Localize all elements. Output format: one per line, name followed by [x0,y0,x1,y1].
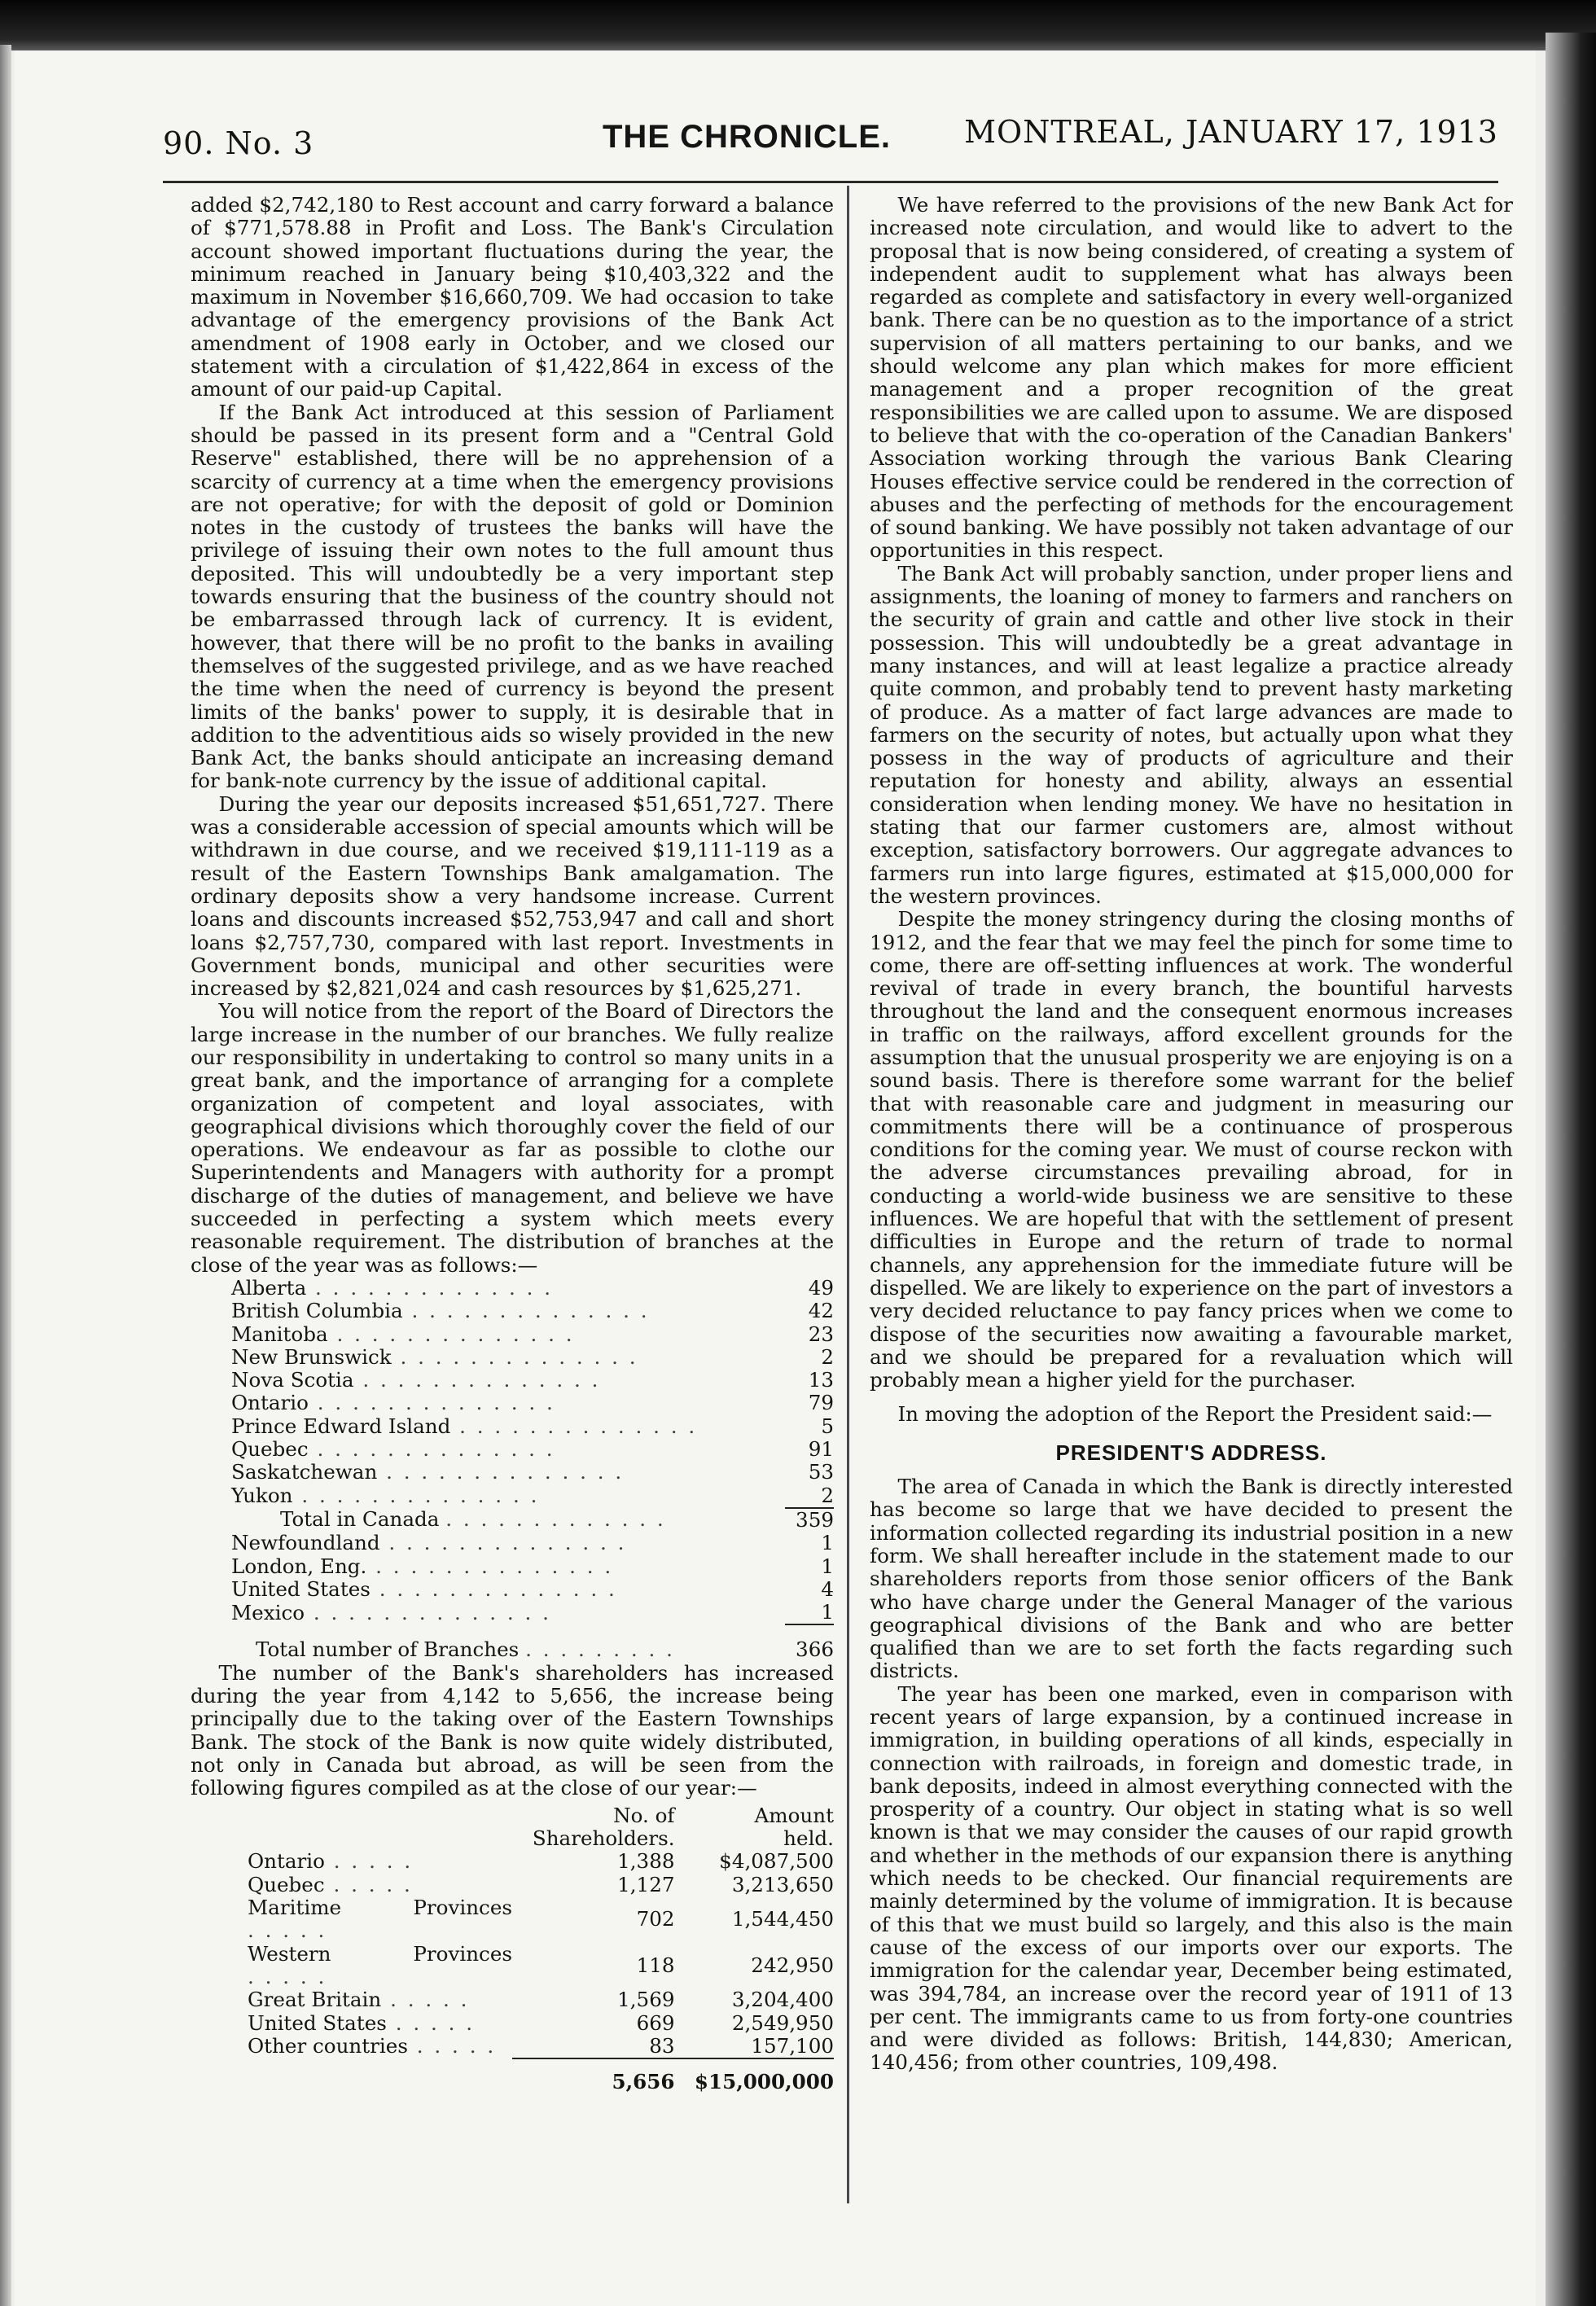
total-amount: $15,000,000 [675,2058,834,2093]
row-value: 366 [785,1624,834,1661]
leader-dots: . . . . . . . . . . . . . . [366,1554,614,1578]
row-value: 2 [821,1344,834,1369]
row-label: Yukon [231,1484,293,1508]
row-label: Maritime Provinces [248,1896,512,1920]
shareholder-count: 1,388 [617,1849,675,1874]
row-value: 4 [821,1576,834,1601]
leader-dots: . . . . . . . . . . . . . . [305,1600,551,1624]
right-column [870,194,1513,2075]
leader-dots: . . . . . . . . . . . . . . [450,1414,698,1438]
leader-dots: . . . . . . . . . . . . . . [377,1460,625,1484]
leader-dots: . . . . . [386,2010,476,2035]
column-divider [847,186,849,2203]
row-value: 2 [821,1483,834,1507]
scan-top-border [0,0,1596,50]
leader-dots: . . . . . [381,1988,470,2012]
column-header: No. of Shareholders. [532,1804,675,1851]
row-value: 23 [808,1322,834,1346]
leader-dots: . . . . . . . . . . . . . . [370,1576,617,1601]
shareholder-count: 702 [636,1907,675,1931]
leader-dots: . . . . . [324,1849,414,1874]
leader-dots: . . . . . . . . . [525,1637,675,1661]
leader-dots: . . . . . . . . . . . . . . [327,1322,575,1346]
publication-title: THE CHRONICLE. [603,119,891,155]
row-label: United States [231,1576,370,1601]
paragraph: added $2,742,180 to Rest account and carry forward a balance of $771,578.88 in Profit and Loss. The Bank's Circulation account showed important fluctuations during the year, the minimum reached in January being $10,403,322 and the maximum in November $16,660,709. We had occasion to take advantage of the emergency provisions of the Bank Act amendment of 1908 early in October, and we closed our statement with a circulation of $1,422,864 in excess of the amount of our paid-up Capital. [191,193,834,401]
table-row [191,1943,834,1989]
leader-dots: . . . . . . . . . . . . . . [391,1344,638,1369]
row-label: Alberta [231,1275,307,1300]
table-row [191,1850,834,1873]
row-value: 1 [821,1600,834,1624]
leader-dots: . . . . . . . . . . . . . . [306,1275,554,1300]
row-label: United States [248,2010,387,2035]
row-label: Mexico [231,1600,305,1624]
amount-held: 1,544,450 [731,1907,834,1931]
leader-dots: . . . . . [248,1964,327,1988]
paragraph: If the Bank Act introduced at this session of Parliament should be passed in its present form and a "Central Gold Reserve" established, there will be no apprehension of a scarcity of currency at a time when the emergency provisions are not operative; for with the deposit of gold or Dominion notes in the custody of trustees the banks will have the privilege of issuing their own notes to the full amount thus deposited. This will undoubtedly be a very important step towards ensuring that the business of the country should not be embarrassed through lack of currency. It is evident, however, that there will be no profit to the banks in availing themselves of the suggested privilege, and as we have reached the time when the need of currency is beyond the present limits of the banks' power to supply, it is desirable that in addition to the adventitious aids so wisely provided in the new Bank Act, the banks should anticipate an increasing demand for bank-note currency by the issue of additional capital. [191,400,834,793]
paragraph: During the year our deposits increased $51,651,727. There was a considerable accession of special amounts which will be withdrawn in due course, and we received $19,111-119 as a result of the Eastern Townships Bank amalgamation. The ordinary deposits show a very handsome increase. Current loans and discounts increased $52,753,947 and call and short loans $2,757,730, compared with last report. Investments in Government bonds, municipal and other securities were increased by $2,821,024 and cash resources by $1,625,271. [191,791,834,1001]
row-value: 42 [808,1299,834,1323]
row-value: 91 [808,1437,834,1462]
left-column [191,194,834,2093]
table-row [191,1369,834,1392]
leader-dots: . . . . . . . . . . . . . . [308,1391,555,1415]
row-label: Quebec [231,1437,309,1462]
row-label: Quebec [248,1872,325,1896]
paragraph: The area of Canada in which the Bank is directly interested has become so large that we have decided to present the information collected regarding its industrial position in a new form. We shall hereafter include in the statement made to our shareholders reports from those senior officers of the Bank who have charge under the General Manager of the various geographical divisions of the Bank and who are better qualified than we are to set forth the facts regarding such districts. [870,1475,1513,1683]
branch-distribution-table [191,1277,834,1662]
book-spine-shadow [1546,33,1596,2306]
leader-dots: . . . . . . . . . . . . . . [353,1368,601,1392]
leader-dots: . . . . . [324,1872,413,1896]
paragraph: Despite the money stringency during the closing months of 1912, and the fear that we may feel the pinch for some time to come, there are off-setting influences at work. The wonderful revival of trade in every branch, the bountiful harvests throughout the land and the consequent enormous increases in traffic on the railways, afford excellent grounds for the assumption that the unusual prosperity we are enjoying is on a sound basis. There is therefore some warrant for the belief that with reasonable care and judgment in measuring our commitments there will be a continuance of prosperous conditions for the coming year. We must of course reckon with the adverse circumstances prevailing abroad, for in conducting a world-wide business we are sensitive to these influences. We are hopeful that with the settlement of present difficulties in Europe and the return of trade to normal channels, any apprehension for the immediate future will be dispelled. We are likely to experience on the part of investors a very decided reluctance to pay fancy prices when we come to dispose of the securities now awaiting a favourable market, and we should be prepared for a revaluation which will probably mean a higher yield for the purchaser. [870,907,1513,1392]
table-row [191,1624,834,1661]
paragraph: You will notice from the report of the Board of Directors the large increase in the number of our branches. We fully realize our responsibility in undertaking to control so many units in a great bank, and the importance of arranging for a complete organization of competent and loyal associates, with geographical divisions which thoroughly cover the field of our operations. We endeavour as far as possible to clothe our Superintendents and Managers with authority for a prompt discharge of the duties of management, and believe we have succeeded in perfecting a system which meets every reasonable requirement. The distribution of branches at the close of the year was as follows:— [191,999,834,1277]
row-value: 49 [808,1275,834,1300]
table-row [191,2035,834,2058]
table-row [191,1438,834,1461]
table-row [191,1392,834,1414]
paragraph: We have referred to the provisions of the new Bank Act for increased note circulation, and would like to advert to the proposal that is now being considered, of creating a system of independent audit to supplement what has always been regarded as complete and satisfactory in every well-organized bank. There can be no question as to the importance of a strict supervision of all matters pertaining to our banks, and we should welcome any plan which makes for more efficient management and a proper recognition of the great responsibilities we are called upon to assume. We are disposed to believe that with the co-operation of the Canadian Bankers' Association working through the various Bank Clearing Houses effective service could be rendered in the correction of abuses and the perfecting of methods for the encouragement of sound banking. We have possibly not taken advantage of our opportunities in this respect. [870,193,1513,563]
table-row [191,1988,834,2011]
row-value: 53 [808,1460,834,1484]
table-row [191,1555,834,1578]
row-label: Ontario [231,1391,309,1415]
paragraph: The year has been one marked, even in comparison with recent years of large expansion, by a continued increase in immigration, in building operations of all kinds, especially in connection with railroads, in foreign and domestic trade, in bank deposits, indeed in almost everything connected with the prosperity of a country. Our object in stating what is so well known is that we may consider the causes of our rapid growth and whether in the methods of our expansion there is anything which needs to be checked. Our financial requirements are mainly determined by the volume of immigration. It is because of this that we must build so largely, and this also is the main cause of the excess of our imports over our exports. The immigration for the calendar year, December being estimated, was 394,784, an increase over the record year of 1911 of 13 per cent. The immigrants came to us from forty-one countries and were divided as follows: British, 144,830; American, 140,456; from other countries, 109,498. [870,1681,1513,2075]
table-row [191,1415,834,1438]
amount-held: 2,549,950 [731,2010,834,2035]
shareholder-count: 1,127 [617,1872,675,1896]
leader-dots: . . . . . [248,1918,327,1943]
leader-dots: . . . . . . . . . . . . . . [379,1531,627,1555]
row-label: Saskatchewan [231,1460,378,1484]
issue-number: 90. No. 3 [163,125,314,161]
leader-dots: . . . . . . . . . . . . . [445,1507,666,1532]
table-row [191,1601,834,1624]
table-row [191,1346,834,1369]
table-row [191,1508,834,1532]
header-rule [163,181,1498,183]
row-value: 1 [821,1531,834,1555]
total-holders: 5,656 [512,2058,675,2093]
row-label: Total number of Branches [256,1637,520,1661]
page-header [163,114,1498,171]
table-row [191,1874,834,1896]
row-label: Manitoba [231,1322,328,1346]
row-label: Total in Canada [280,1507,440,1532]
row-value: 1 [821,1554,834,1578]
row-label: British Columbia [231,1299,403,1323]
table-row [191,1277,834,1300]
leader-dots: . . . . . [407,2034,497,2058]
amount-held: 3,204,400 [731,1988,834,2012]
table-row [191,1896,834,1943]
row-label: Newfoundland [231,1531,380,1555]
row-label: New Brunswick [231,1344,392,1369]
amount-held: 3,213,650 [731,1872,834,1896]
row-label: Western Provinces [248,1941,512,1966]
table-row [191,1461,834,1484]
amount-held: $4,087,500 [719,1849,834,1874]
row-value: 5 [821,1414,834,1438]
row-value: 359 [785,1508,834,1532]
date-line: MONTREAL, JANUARY 17, 1913 [964,114,1498,150]
shareholder-count: 669 [636,2010,675,2035]
column-header: Amount held. [754,1804,834,1851]
shareholder-count: 118 [636,1953,675,1977]
row-label: London, Eng. [231,1554,367,1578]
row-label: Ontario [248,1849,325,1874]
leader-dots: . . . . . . . . . . . . . . [402,1299,650,1323]
shareholder-count: 1,569 [617,1988,675,2012]
row-label: Nova Scotia [231,1368,354,1392]
amount-held: 242,950 [751,1953,834,1977]
row-value: 13 [808,1368,834,1392]
section-heading: PRESIDENT'S ADDRESS. [1055,1440,1327,1465]
row-label: Prince Edward Island [231,1414,451,1438]
row-label: Great Britain [248,1988,382,2012]
leader-dots: . . . . . . . . . . . . . . [308,1437,555,1462]
table-row [191,2058,834,2093]
row-label: Other countries [248,2034,408,2058]
shareholder-count: 83 [649,2033,675,2058]
table-row [191,1484,834,1508]
scan-left-edge [0,45,11,2306]
table-row [191,1532,834,1554]
table-row [191,2012,834,2035]
paragraph: The number of the Bank's shareholders has increased during the year from 4,142 to 5,656, the increase being principally due to the taking over of the Eastern Townships Bank. The stock of the Bank is now quite widely distributed, not only in Canada but abroad, as will be seen from the following figures compiled as at the close of our year:— [191,1660,834,1800]
paragraph: In moving the adoption of the Report the President said:— [897,1402,1493,1427]
table-row [191,1300,834,1322]
table-row [191,1323,834,1346]
shareholders-table [191,1804,834,2093]
row-value: 79 [808,1391,834,1415]
leader-dots: . . . . . . . . . . . . . . [292,1484,540,1508]
paragraph: The Bank Act will probably sanction, under proper liens and assignments, the loaning of money to farmers and ranchers on the security of grain and cattle and other live stock in their possession. This will undoubtedly be a great advantage in many instances, and will at least legalize a practice already quite common, and probably tend to prevent hasty marketing of produce. As a matter of fact large advances are made to farmers on the security of notes, but actually upon what they possess in the way of products of agriculture and their reputation for honesty and ability, always an essential consideration when lending money. We have no hesitation in stating that our farmer customers are, almost without exception, satisfactory borrowers. Our aggregate advances to farmers run into large figures, estimated at $15,000,000 for the western provinces. [870,561,1513,908]
amount-held: 157,100 [751,2033,834,2058]
table-row [191,1578,834,1601]
